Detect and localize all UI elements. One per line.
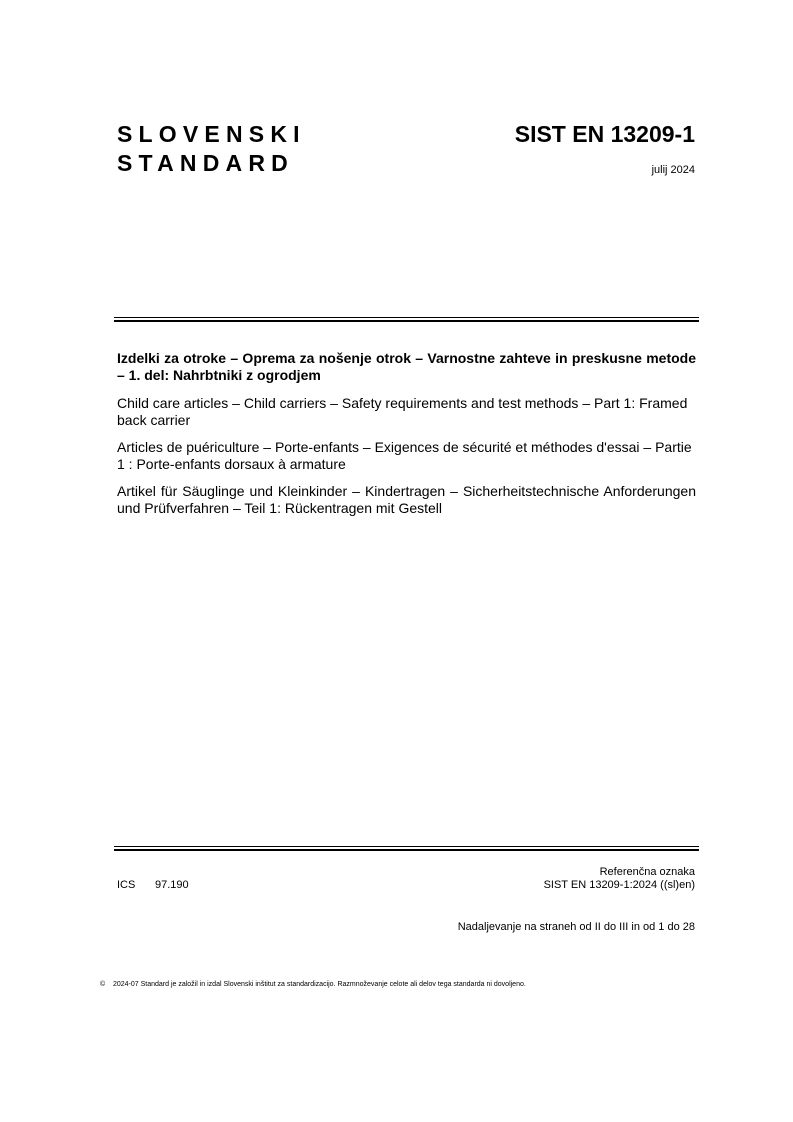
top-divider: [114, 317, 699, 321]
standard-number: SIST EN 13209-1: [514, 121, 695, 147]
title-slovenian: Izdelki za otroke – Oprema za nošenje otrok – Varnostne zahteve in preskusne metode – 1. del: Nahrbtniki z ogrodjem: [117, 350, 696, 383]
title-german: Artikel für Säuglinge und Kleinkinder – Kindertragen – Sicherheitstechnische Anforderungen und Prüfverfahren – Teil 1: Rückentragen mit Gestell: [117, 483, 696, 516]
reference-label: Referenčna oznaka: [599, 866, 695, 878]
ics-value: 97.190: [155, 879, 189, 891]
title-french: Articles de puériculture – Porte-enfants – Exigences de sécurité et méthodes d'essai – Partie 1 : Porte-enfants dorsaux à armature: [117, 439, 692, 472]
title-block: [117, 350, 696, 527]
brand-line-1: SLOVENSKI: [117, 121, 306, 147]
brand-line-2: STANDARD: [117, 150, 294, 176]
bottom-divider: [114, 846, 699, 850]
copyright-notice: [100, 981, 526, 988]
ics-label: ICS: [117, 879, 136, 891]
copyright-icon: ©: [100, 981, 106, 988]
ics-classification: [117, 879, 189, 891]
publisher-brand: [117, 120, 306, 178]
publication-date: julij 2024: [651, 164, 695, 176]
title-english: Child care articles – Child carriers – Safety requirements and test methods – Part 1: Framed back carrier: [117, 395, 688, 428]
reference-code: SIST EN 13209-1:2024 ((sl)en): [543, 879, 695, 891]
page-continuation-note: Nadaljevanje na straneh od II do III in od 1 do 28: [457, 921, 695, 933]
copyright-text: 2024-07 Standard je založil in izdal Slovenski inštitut za standardizacijo. Razmnoževanje celote ali delov tega standarda ni dovoljeno.: [112, 981, 526, 988]
